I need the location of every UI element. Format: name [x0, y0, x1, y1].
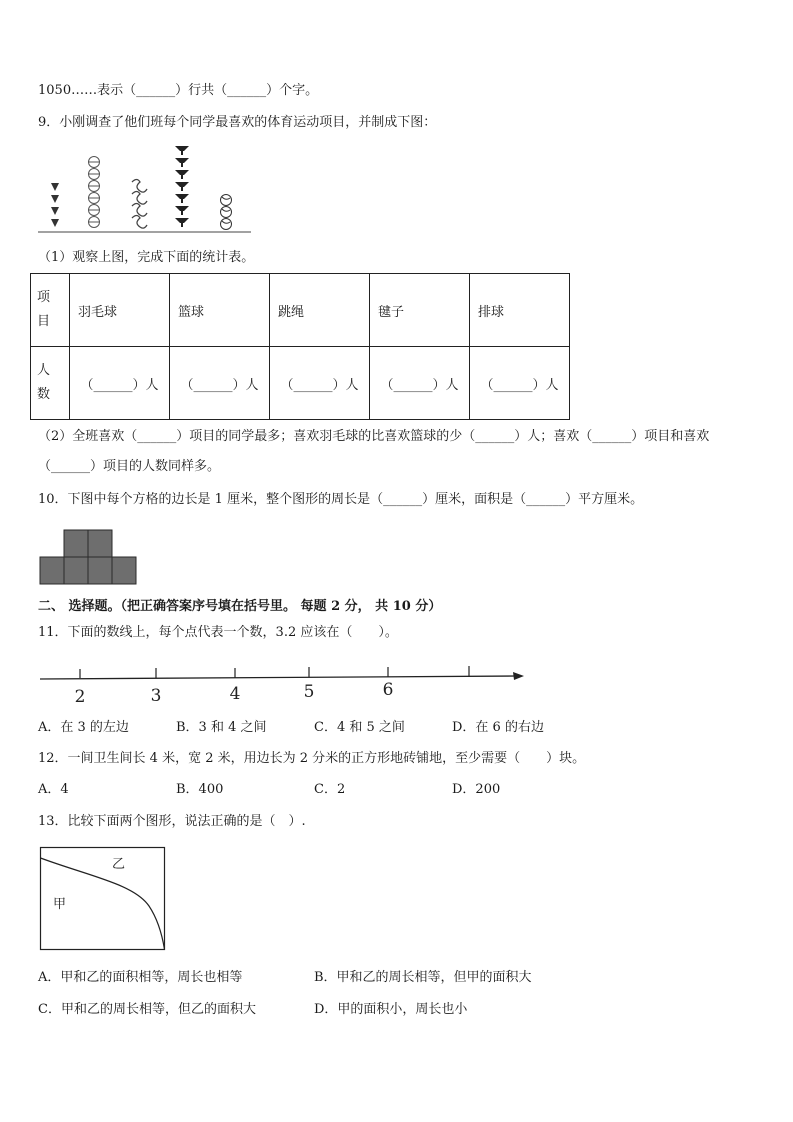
label-yi: 乙: [112, 857, 126, 872]
header-char: 人: [37, 363, 51, 378]
grid-square: [64, 557, 88, 584]
q9-part2-line1: （2）全班喜欢（______）项目的同学最多；喜欢羽毛球的比喜欢篮球的少（______）人；喜欢（______）项目和喜欢: [38, 429, 710, 444]
grid-square: [40, 557, 64, 584]
section-2-heading: 二、 选择题。（把正确答案序号填在括号里。 每题 2 分， 共 10 分）: [38, 599, 442, 614]
q11-option-a[interactable]: A．在 3 的左边: [38, 720, 129, 735]
row-header-item: [31, 274, 70, 347]
shuttlecock-icon-column: [175, 146, 189, 227]
header-char: 目: [37, 314, 51, 329]
q11-number-line: [38, 660, 538, 708]
q12-option-b[interactable]: B．400: [176, 782, 224, 797]
item-badminton: 羽毛球: [70, 274, 170, 347]
tick-label: 6: [382, 680, 394, 700]
sports-pictograph: [36, 140, 296, 236]
q13-option-c[interactable]: C．甲和乙的周长相等，但乙的面积大: [38, 1002, 256, 1017]
tick-label: 4: [229, 684, 241, 704]
q9-stat-table: [30, 273, 570, 420]
q13-figure: [39, 846, 169, 952]
label-jia: 甲: [53, 897, 67, 912]
q9-part2-line2: （______）项目的人数同样多。: [38, 459, 221, 474]
item-shuttlecock: 毽子: [370, 274, 470, 347]
q13-option-b[interactable]: B．甲和乙的周长相等，但甲的面积大: [314, 970, 532, 985]
table-row: [31, 347, 570, 420]
q10-stem: 10．下图中每个方格的边长是 1 厘米，整个图形的周长是（______）厘米，面积是（______）平方厘米。: [38, 492, 644, 507]
item-jumprope: 跳绳: [270, 274, 370, 347]
count-blank[interactable]: （______）人: [270, 347, 370, 420]
q13-option-a[interactable]: A．甲和乙的面积相等，周长也相等: [38, 970, 243, 985]
table-row: [31, 274, 570, 347]
q11-option-b[interactable]: B．3 和 4 之间: [176, 720, 267, 735]
item-volleyball: 排球: [470, 274, 570, 347]
q12-option-c[interactable]: C．2: [314, 782, 346, 797]
grid-square: [88, 557, 112, 584]
header-char: 数: [37, 387, 51, 402]
q8-tail-text: 1050……表示（______）行共（______）个字。: [38, 83, 319, 98]
q11-option-c[interactable]: C．4 和 5 之间: [314, 720, 405, 735]
q9-stem: 9．小刚调查了他们班每个同学最喜欢的体育运动项目，并制成下图：: [38, 115, 437, 130]
basketball-icon-column: [89, 157, 100, 228]
volleyball-icon-column: [221, 195, 232, 230]
count-blank[interactable]: （______）人: [170, 347, 270, 420]
count-blank[interactable]: （______）人: [370, 347, 470, 420]
tick-label: 3: [150, 686, 162, 706]
row-header-count: [31, 347, 70, 420]
q9-part1: （1）观察上图，完成下面的统计表。: [38, 250, 255, 265]
q10-grid-figure: [39, 529, 141, 587]
count-blank[interactable]: （______）人: [70, 347, 170, 420]
q11-option-d[interactable]: D．在 6 的右边: [452, 720, 544, 735]
q12-stem: 12．一间卫生间长 4 米，宽 2 米，用边长为 2 分米的正方形地砖铺地，至少需要（ ）块。: [38, 751, 586, 766]
grid-square: [64, 530, 88, 557]
tick-label: 5: [303, 682, 315, 702]
header-char: 项: [37, 290, 51, 305]
jumprope-icon-column: [132, 180, 147, 229]
q11-stem: 11．下面的数线上，每个点代表一个数，3.2 应该在（ ）。: [38, 625, 398, 640]
arrow-head: [513, 672, 524, 680]
grid-square: [88, 530, 112, 557]
number-line-axis: [40, 676, 516, 679]
badminton-icon-column: [51, 183, 59, 227]
grid-square: [112, 557, 136, 584]
q13-option-d[interactable]: D．甲的面积小，周长也小: [314, 1002, 468, 1017]
tick-label: 2: [74, 687, 86, 707]
q13-stem: 13．比较下面两个图形，说法正确的是（ ）.: [38, 814, 306, 829]
item-basketball: 篮球: [170, 274, 270, 347]
q12-option-a[interactable]: A．4: [38, 782, 69, 797]
q12-option-d[interactable]: D．200: [452, 782, 501, 797]
count-blank[interactable]: （______）人: [470, 347, 570, 420]
